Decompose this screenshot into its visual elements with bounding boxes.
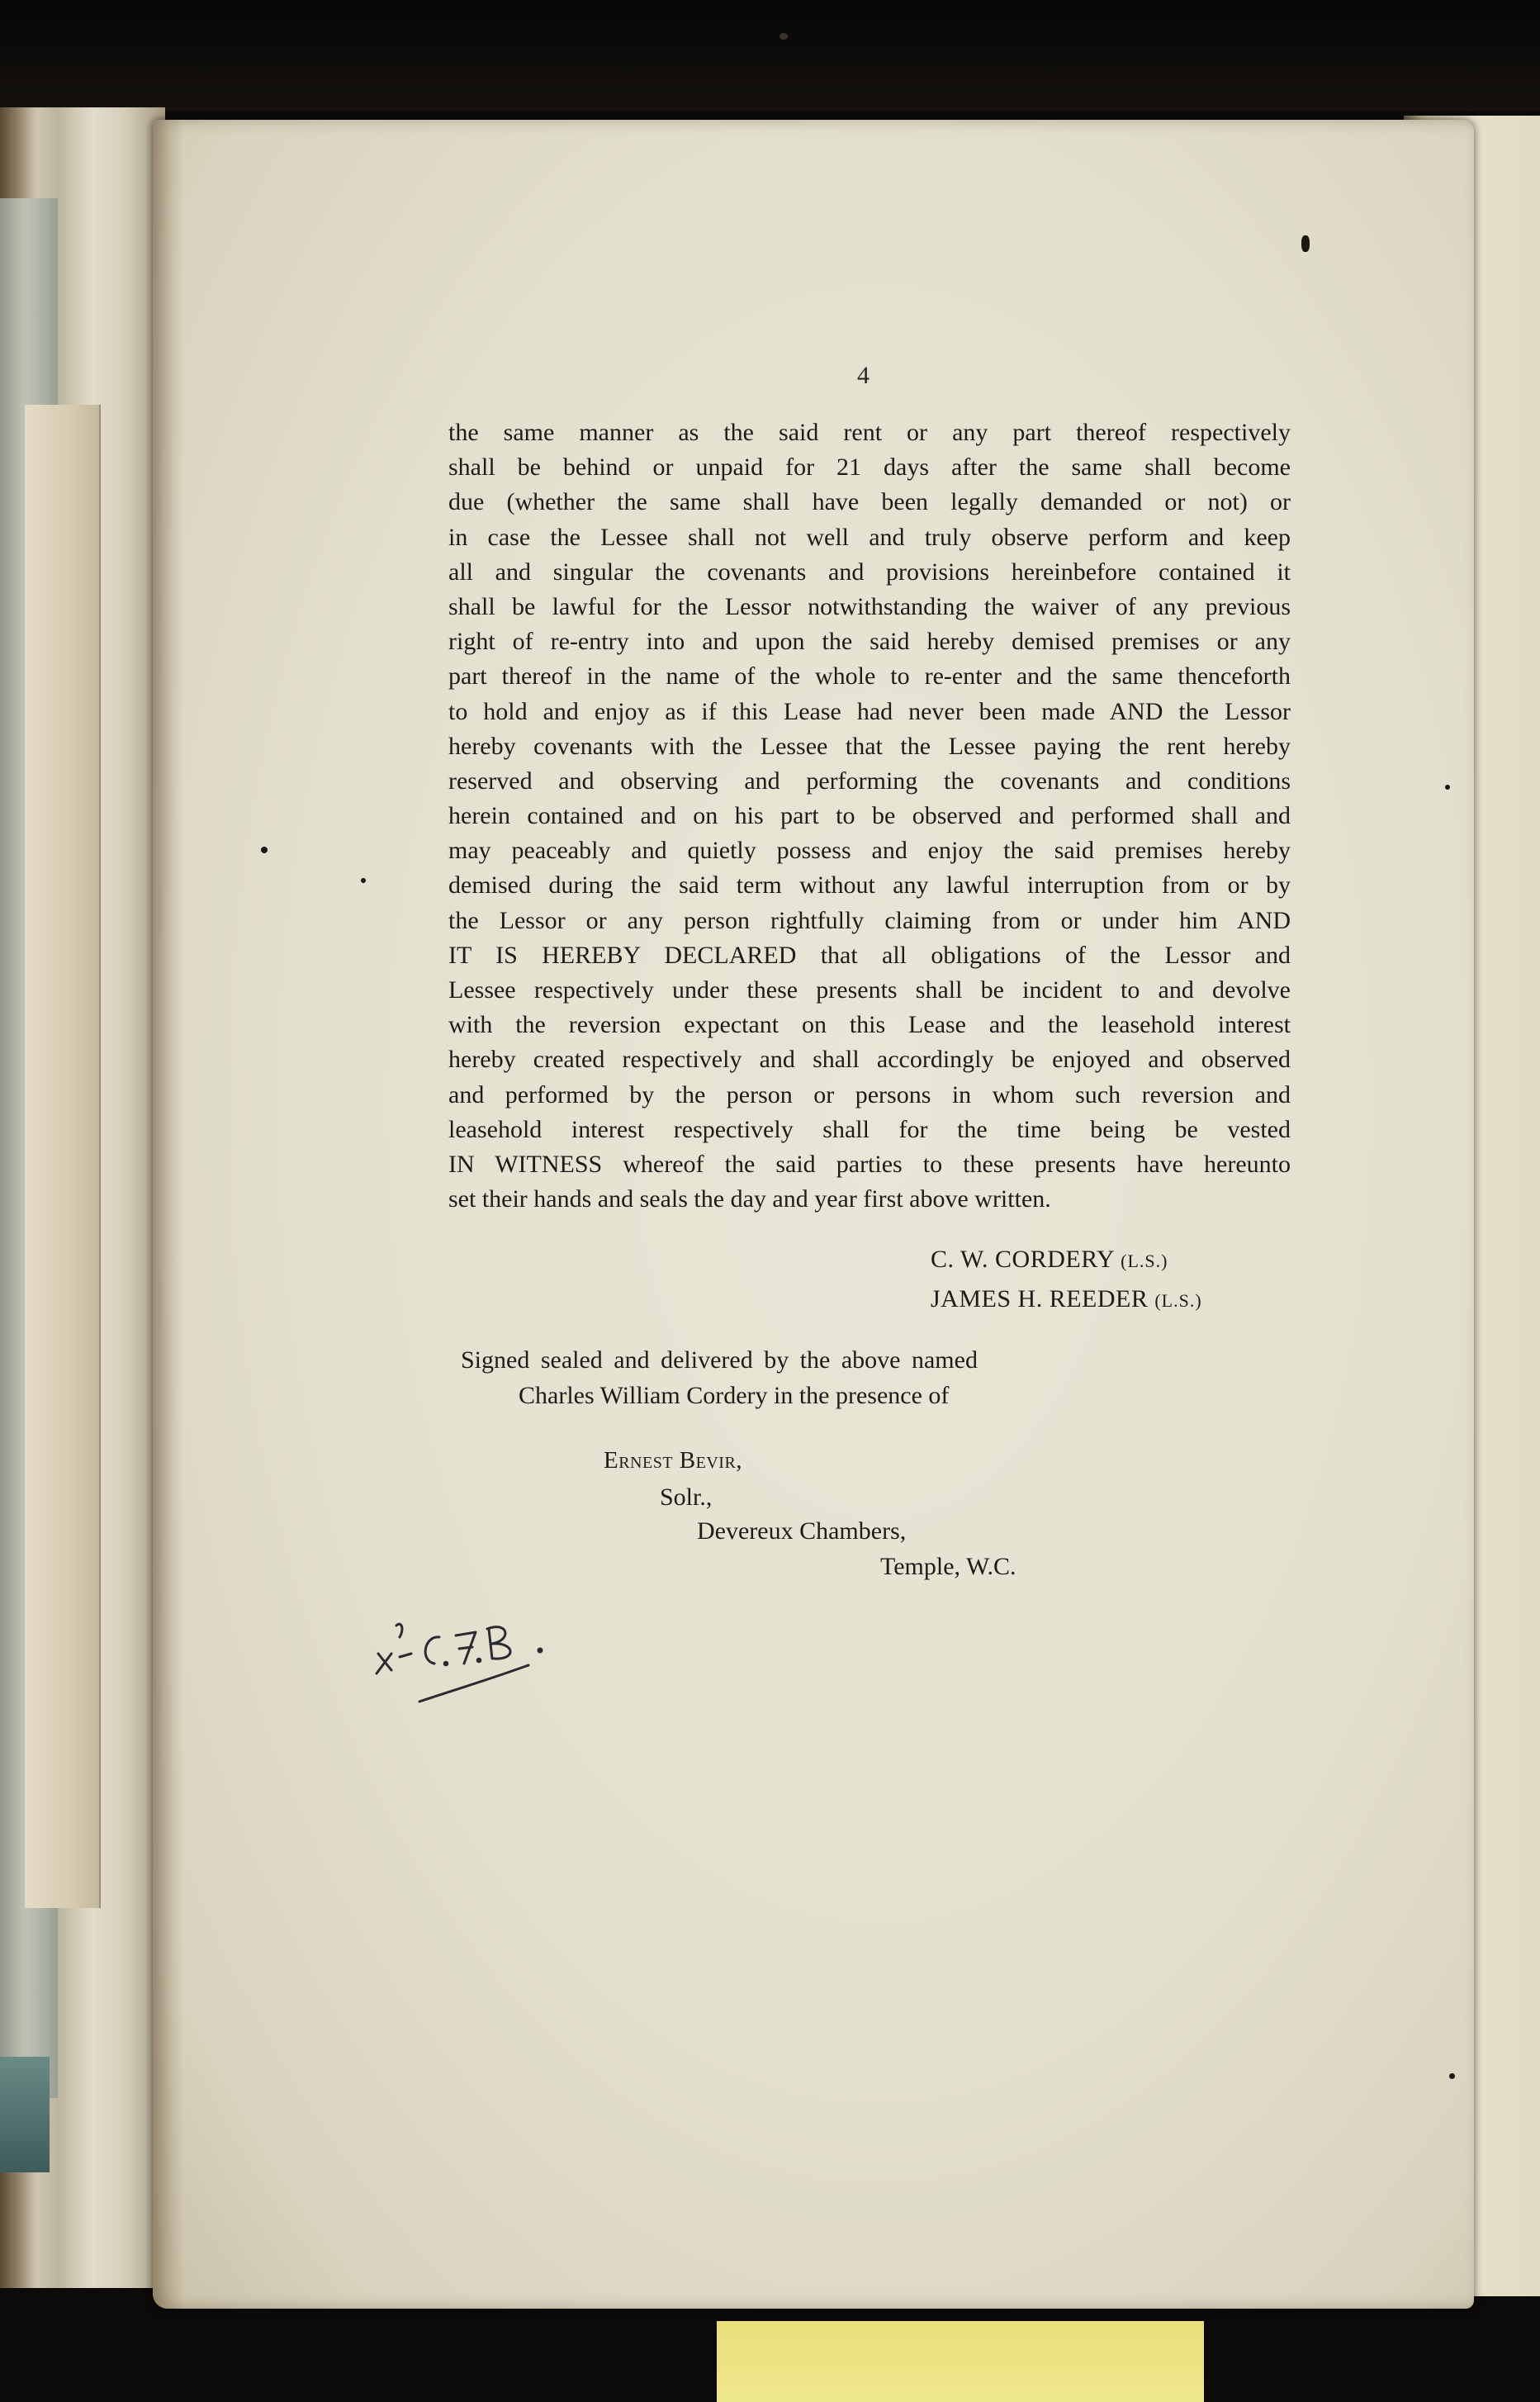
body-line: leasehold interest respectively shall for the time being be vested (448, 1115, 1291, 1143)
seal-mark: (L.S.) (1121, 1251, 1168, 1271)
body-line: due (whether the same shall have been legally demanded or not) or (448, 488, 1291, 516)
body-line: shall be behind or unpaid for 21 days after the same shall become (448, 453, 1291, 482)
handwritten-annotation (363, 1578, 578, 1718)
attestation-line: Charles William Cordery in the presence of (519, 1382, 950, 1409)
binding-strip (25, 405, 101, 1908)
body-line: shall be lawful for the Lessor notwithstanding the waiver of any previous (448, 592, 1291, 620)
page-number: 4 (857, 362, 870, 389)
body-line: all and singular the covenants and provisions hereinbefore contained it (448, 558, 1291, 586)
body-line: IT IS HEREBY DECLARED that all obligations of the Lessor and (448, 941, 1291, 969)
attestation-line: Signed sealed and delivered by the above named (461, 1346, 978, 1374)
body-line: IN WITNESS whereof the said parties to these presents have hereunto (448, 1150, 1291, 1178)
signature-line (931, 1241, 1202, 1280)
witness-address: Temple, W.C. (880, 1553, 1016, 1580)
paper-speck (361, 878, 366, 883)
body-line: to hold and enjoy as if this Lease had never been made AND the Lessor (448, 697, 1291, 725)
page-gutter-shadow (153, 120, 184, 2309)
body-line: the Lessor or any person rightfully claiming from or under him AND (448, 906, 1291, 934)
background-shadow (0, 0, 1540, 112)
paper-speck (1449, 2073, 1455, 2079)
body-line: the same manner as the said rent or any part thereof respectively (448, 419, 1291, 446)
paper-speck (779, 33, 788, 40)
body-line: part thereof in the name of the whole to re-enter and the same thenceforth (448, 662, 1291, 691)
body-line: in case the Lessee shall not well and truly observe perform and keep (448, 523, 1291, 551)
body-line: Lessee respectively under these presents shall be incident to and devolve (448, 976, 1291, 1004)
signature-line (931, 1280, 1202, 1320)
body-line: with the reversion expectant on this Lease and the leasehold interest (448, 1011, 1291, 1039)
witness-name: Ernest Bevir, (604, 1447, 743, 1474)
body-line: and performed by the person or persons in whom such reversion and (448, 1080, 1291, 1108)
body-line: demised during the said term without any lawful interruption from or by (448, 871, 1291, 900)
body-line: may peaceably and quietly possess and enjoy the said premises hereby (448, 837, 1291, 865)
witness-title: Solr., (660, 1483, 713, 1511)
paper-speck (261, 847, 268, 853)
paper-speck (1301, 235, 1310, 252)
signatory-name: C. W. CORDERY (931, 1246, 1115, 1273)
binding-strip (0, 2057, 50, 2172)
body-line: set their hands and seals the day and year first above written. (448, 1185, 1051, 1213)
signatory-name: JAMES H. REEDER (931, 1285, 1149, 1313)
yellow-tag (717, 2321, 1204, 2402)
signature-block (931, 1241, 1202, 1320)
lease-body-text (448, 415, 1291, 1217)
body-line: herein contained and on his part to be observed and performed shall and (448, 802, 1291, 830)
body-line: hereby covenants with the Lessee that the Lessee paying the rent hereby (448, 732, 1291, 760)
paper-speck (1445, 785, 1450, 790)
body-line: hereby created respectively and shall accordingly be enjoyed and observed (448, 1046, 1291, 1074)
witness-address: Devereux Chambers, (697, 1517, 907, 1545)
body-line: reserved and observing and performing the covenants and conditions (448, 767, 1291, 795)
body-line: right of re-entry into and upon the said hereby demised premises or any (448, 628, 1291, 656)
seal-mark: (L.S.) (1154, 1290, 1202, 1311)
